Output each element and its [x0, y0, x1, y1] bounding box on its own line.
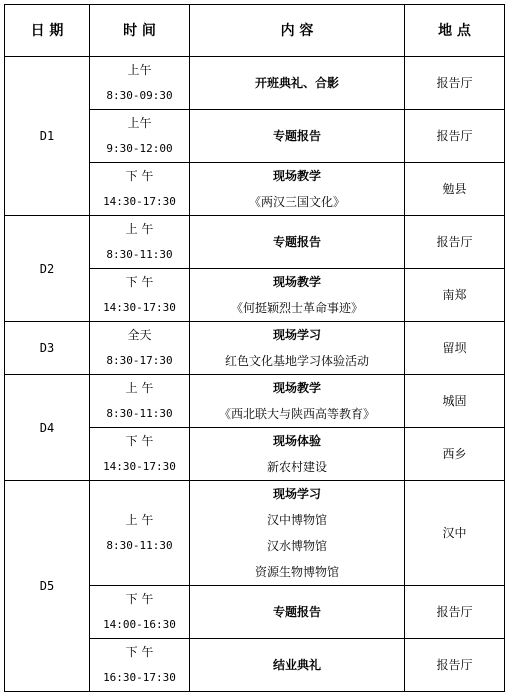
- day-cell: D4: [5, 375, 90, 481]
- table-row: [5, 322, 505, 375]
- content-cell: [190, 428, 405, 481]
- header-content: 内 容: [190, 5, 405, 57]
- content-cell: [190, 586, 405, 639]
- header-place: 地 点: [405, 5, 505, 57]
- content-title: 现场教学: [272, 169, 321, 183]
- content-line: 新农村建设: [266, 460, 327, 474]
- place-cell: 留坝: [405, 322, 505, 375]
- time-cell: [90, 216, 190, 269]
- time-range: 8:30-09:30: [106, 89, 173, 102]
- place-cell: 勉县: [405, 163, 505, 216]
- content-line: 红色文化基地学习体验活动: [224, 354, 369, 368]
- header-date: 日 期: [5, 5, 90, 57]
- time-cell: [90, 110, 190, 163]
- time-range: 8:30-17:30: [106, 354, 173, 367]
- place-cell: 报告厅: [405, 586, 505, 639]
- place-cell: 报告厅: [405, 639, 505, 692]
- time-range: 8:30-11:30: [106, 248, 173, 261]
- place-cell: 报告厅: [405, 216, 505, 269]
- table-row: [5, 481, 505, 586]
- time-cell: [90, 57, 190, 110]
- content-cell: [190, 57, 405, 110]
- content-cell: [190, 639, 405, 692]
- time-cell: [90, 269, 190, 322]
- time-period: 上午: [127, 63, 152, 77]
- time-cell: [90, 163, 190, 216]
- schedule-table: [4, 4, 505, 692]
- time-period: 下 午: [125, 434, 154, 448]
- schedule-body: [5, 57, 505, 692]
- time-period: 下 午: [125, 169, 154, 183]
- content-cell: [190, 375, 405, 428]
- content-cell: [190, 481, 405, 586]
- time-period: 下 午: [125, 645, 154, 659]
- place-cell: 报告厅: [405, 57, 505, 110]
- content-title: 专题报告: [272, 235, 321, 249]
- time-cell: [90, 375, 190, 428]
- content-title: 现场教学: [272, 275, 321, 289]
- time-range: 14:30-17:30: [103, 301, 176, 314]
- content-title: 专题报告: [272, 129, 321, 143]
- content-cell: [190, 322, 405, 375]
- content-line: 《何挺颖烈士革命事迹》: [230, 301, 363, 315]
- content-line: 《西北联大与陕西高等教育》: [218, 407, 375, 421]
- time-period: 全天: [127, 328, 152, 342]
- time-cell: [90, 481, 190, 586]
- content-title: 现场体验: [272, 434, 321, 448]
- table-row: [5, 216, 505, 269]
- day-cell: D1: [5, 57, 90, 216]
- table-row: [5, 375, 505, 428]
- content-title: 现场教学: [272, 381, 321, 395]
- place-cell: 报告厅: [405, 110, 505, 163]
- content-title: 开班典礼、合影: [254, 76, 339, 90]
- time-range: 14:00-16:30: [103, 618, 176, 631]
- content-title: 结业典礼: [272, 658, 321, 672]
- content-title: 现场学习: [272, 328, 321, 342]
- header-row: [5, 5, 505, 57]
- time-period: 上 午: [125, 222, 154, 236]
- time-range: 9:30-12:00: [106, 142, 173, 155]
- time-period: 下 午: [125, 592, 154, 606]
- content-line: 汉中博物馆: [266, 513, 327, 527]
- place-cell: 汉中: [405, 481, 505, 586]
- time-cell: [90, 586, 190, 639]
- time-range: 14:30-17:30: [103, 460, 176, 473]
- content-title: 专题报告: [272, 605, 321, 619]
- content-cell: [190, 216, 405, 269]
- time-period: 上午: [127, 116, 152, 130]
- time-range: 8:30-11:30: [106, 539, 173, 552]
- content-title: 现场学习: [272, 487, 321, 501]
- content-line: 汉水博物馆: [266, 539, 327, 553]
- time-cell: [90, 322, 190, 375]
- time-period: 上 午: [125, 513, 154, 527]
- content-cell: [190, 163, 405, 216]
- day-cell: D2: [5, 216, 90, 322]
- time-range: 16:30-17:30: [103, 671, 176, 684]
- time-period: 上 午: [125, 381, 154, 395]
- content-line: 《两汉三国文化》: [248, 195, 345, 209]
- content-line: 资源生物博物馆: [254, 565, 339, 579]
- table-row: [5, 57, 505, 110]
- time-range: 14:30-17:30: [103, 195, 176, 208]
- time-cell: [90, 428, 190, 481]
- time-cell: [90, 639, 190, 692]
- content-cell: [190, 110, 405, 163]
- day-cell: D3: [5, 322, 90, 375]
- day-cell: D5: [5, 481, 90, 692]
- place-cell: 南郑: [405, 269, 505, 322]
- time-period: 下 午: [125, 275, 154, 289]
- place-cell: 西乡: [405, 428, 505, 481]
- place-cell: 城固: [405, 375, 505, 428]
- time-range: 8:30-11:30: [106, 407, 173, 420]
- content-cell: [190, 269, 405, 322]
- header-time: 时 间: [90, 5, 190, 57]
